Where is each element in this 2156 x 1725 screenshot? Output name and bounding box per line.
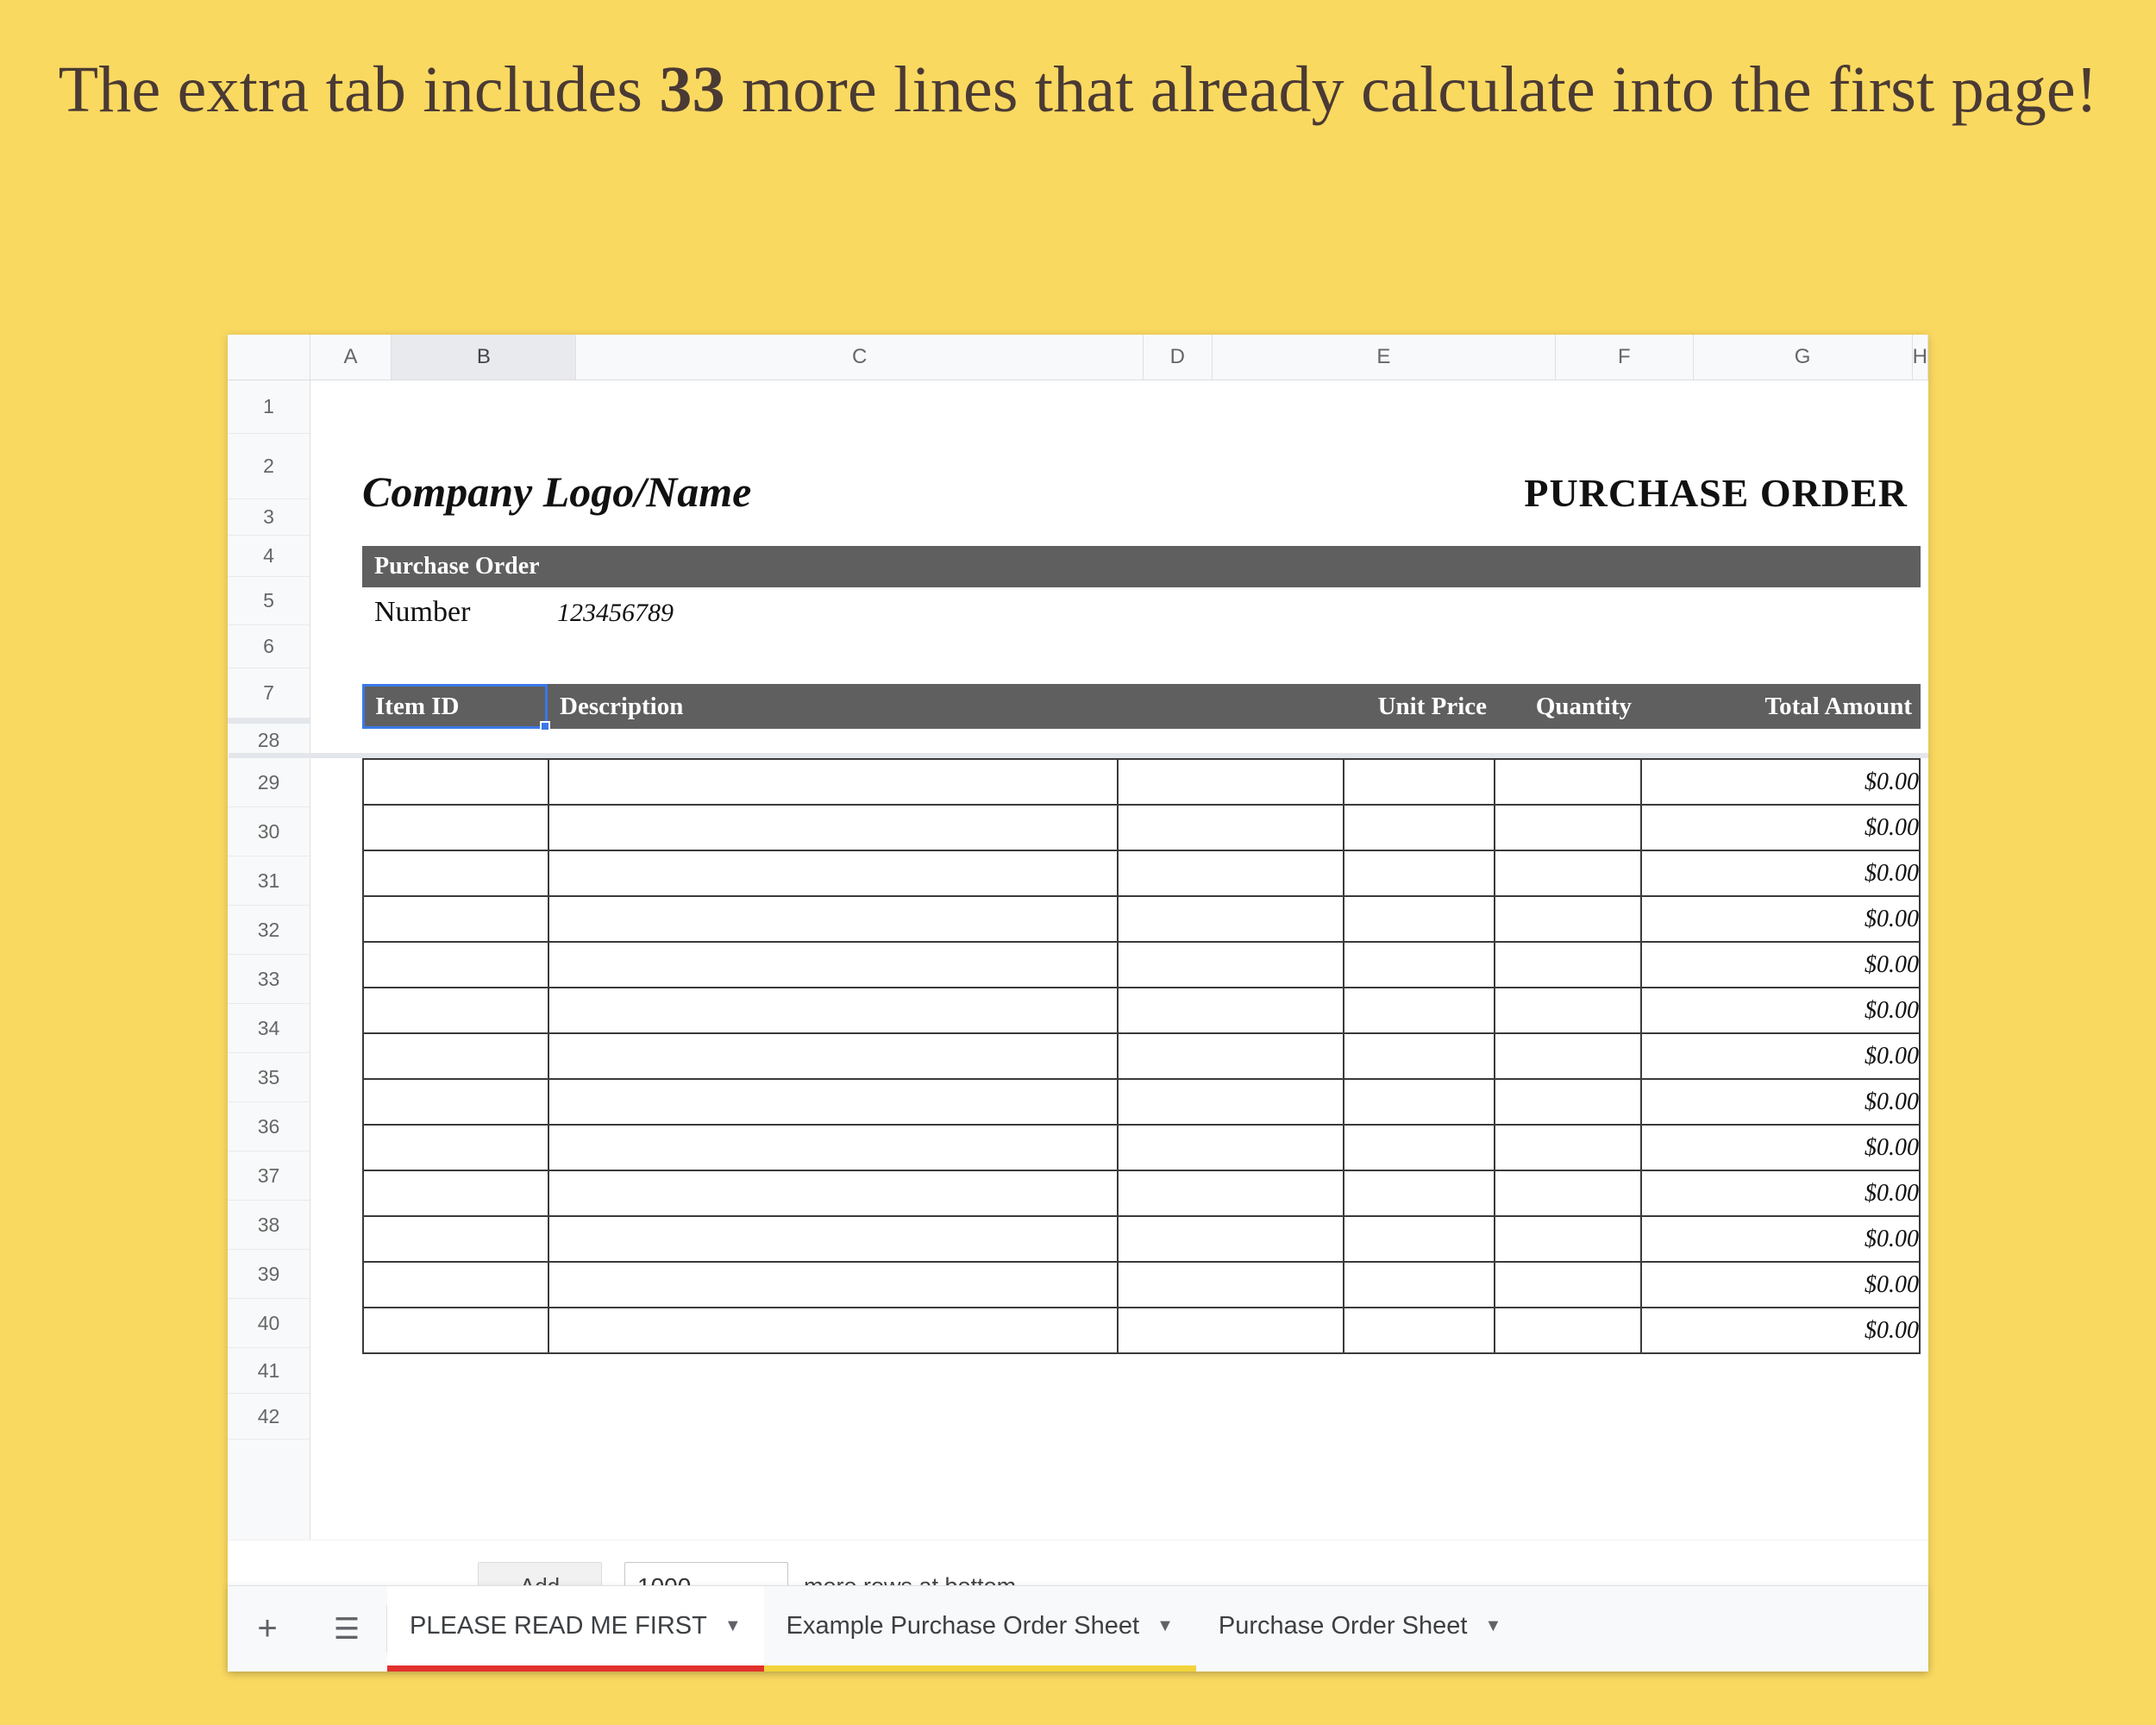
purchase-order-section-bar: Purchase Order [362,546,1921,587]
cell-blank[interactable] [1118,942,1344,988]
row-header-39[interactable]: 39 [228,1250,310,1299]
cell-blank[interactable] [1118,1216,1344,1262]
row-header-1[interactable]: 1 [228,380,310,434]
page-title [43,0,2113,130]
number-label: Number [374,596,471,628]
row-header-35[interactable]: 35 [228,1053,310,1102]
cell-quantity[interactable] [1495,1033,1641,1079]
cell-description[interactable] [548,1262,1118,1308]
cell-item-id[interactable] [363,850,548,896]
header-cell-unit-price[interactable]: Unit Price [1377,692,1487,720]
cell-quantity[interactable] [1495,805,1641,850]
select-all-corner[interactable] [228,335,310,380]
cell-unit-price[interactable] [1344,1033,1495,1079]
column-header-e[interactable]: E [1213,335,1557,380]
cell-item-id[interactable] [363,896,548,942]
cell-description[interactable] [548,1033,1118,1079]
row-header-31[interactable]: 31 [228,856,310,906]
row-header-34[interactable]: 34 [228,1004,310,1053]
cell-unit-price[interactable] [1344,1262,1495,1308]
grid-body [228,380,1928,1540]
cell-item-id[interactable] [363,1308,548,1353]
headline-bold-number: 33 [659,53,725,126]
chevron-down-icon[interactable]: ▼ [1156,1615,1174,1635]
cell-item-id[interactable] [363,1262,548,1308]
cell-total[interactable]: $0.00 [1641,988,1920,1033]
cell-blank[interactable] [1118,1033,1344,1079]
items-table-body [363,759,1920,1353]
row-header-6[interactable]: 6 [228,625,310,668]
cell-unit-price[interactable] [1344,896,1495,942]
table-row[interactable] [363,1125,1920,1170]
column-header-g[interactable]: G [1694,335,1913,380]
sheet-tab-purchase-order-sheet[interactable] [1196,1586,1524,1672]
cell-unit-price[interactable] [1344,1125,1495,1170]
cell-total[interactable]: $0.00 [1641,1170,1920,1216]
table-row[interactable] [363,942,1920,988]
cell-description[interactable] [548,1308,1118,1353]
cell-quantity[interactable] [1495,988,1641,1033]
header-cell-description[interactable]: Description [560,692,684,720]
row-header-3[interactable]: 3 [228,499,310,536]
cell-blank[interactable] [1118,850,1344,896]
cell-blank[interactable] [1118,896,1344,942]
document-title-row [362,467,1915,517]
sheet-tab-label: Example Purchase Order Sheet [786,1611,1140,1640]
cell-blank[interactable] [1118,1079,1344,1125]
table-row[interactable] [363,1216,1920,1262]
row-header-28[interactable]: 28 [228,718,310,758]
table-row[interactable] [363,1033,1920,1079]
row-header-33[interactable]: 33 [228,955,310,1004]
cell-blank[interactable] [1118,1308,1344,1353]
cell-quantity[interactable] [1495,942,1641,988]
row-header-7[interactable]: 7 [228,668,310,718]
table-row[interactable] [363,1079,1920,1125]
cell-quantity[interactable] [1495,1125,1641,1170]
cell-item-id[interactable] [363,1170,548,1216]
column-header-row [228,335,1928,380]
header-cell-quantity[interactable]: Quantity [1535,692,1632,720]
column-header-h[interactable]: H [1913,335,1928,380]
cell-total[interactable]: $0.00 [1641,805,1920,850]
row-header-37[interactable]: 37 [228,1151,310,1201]
cell-item-id[interactable] [363,1216,548,1262]
cell-quantity[interactable] [1495,1308,1641,1353]
cell-unit-price[interactable] [1344,759,1495,805]
cell-unit-price[interactable] [1344,1308,1495,1353]
grid-content[interactable] [310,380,1928,1540]
column-header-f[interactable]: F [1556,335,1693,380]
table-row[interactable] [363,1308,1920,1353]
table-row[interactable] [363,850,1920,896]
cell-blank[interactable] [1118,759,1344,805]
cell-item-id[interactable] [363,1033,548,1079]
row-header-40[interactable]: 40 [228,1299,310,1348]
header-cell-blank[interactable] [1117,684,1343,729]
column-header-b[interactable]: B [392,335,576,380]
row-header-2[interactable]: 2 [228,434,310,499]
cell-description[interactable] [548,759,1118,805]
add-sheet-icon[interactable]: + [257,1609,278,1647]
cell-quantity[interactable] [1495,1262,1641,1308]
cell-quantity[interactable] [1495,1216,1641,1262]
cell-total[interactable]: $0.00 [1641,1033,1920,1079]
sheet-tab-label: Purchase Order Sheet [1218,1611,1468,1640]
headline-part2: more lines that already calculate into the first page! [724,53,2098,126]
cell-unit-price[interactable] [1344,850,1495,896]
all-sheets-hamburger-icon[interactable]: ☰ [333,1612,360,1646]
cell-total[interactable]: $0.00 [1641,1216,1920,1262]
cell-item-id[interactable] [363,1125,548,1170]
row-header-36[interactable]: 36 [228,1102,310,1151]
chevron-down-icon[interactable]: ▼ [1484,1615,1502,1635]
cell-total[interactable]: $0.00 [1641,1125,1920,1170]
table-row[interactable] [363,1170,1920,1216]
company-logo-text: Company Logo/Name [362,467,752,516]
cell-quantity[interactable] [1495,850,1641,896]
items-table-header [362,684,1921,729]
cell-description[interactable] [548,988,1118,1033]
cell-blank[interactable] [1118,1125,1344,1170]
items-table [362,758,1921,1354]
cell-total[interactable]: $0.00 [1641,1079,1920,1125]
chevron-down-icon[interactable]: ▼ [724,1615,742,1635]
cell-unit-price[interactable] [1344,1170,1495,1216]
cell-unit-price[interactable] [1344,988,1495,1033]
cell-item-id[interactable] [363,805,548,850]
row-header-4[interactable]: 4 [228,536,310,577]
table-row[interactable] [363,805,1920,850]
header-item-id-label: Item ID [375,692,460,720]
row-header-41[interactable]: 41 [228,1348,310,1394]
row-header-5[interactable]: 5 [228,577,310,625]
number-value[interactable]: 123456789 [557,599,674,627]
row-header-29[interactable]: 29 [228,758,310,807]
sheet-tab-label: PLEASE READ ME FIRST [410,1611,707,1640]
cell-quantity[interactable] [1495,896,1641,942]
cell-description[interactable] [548,1170,1118,1216]
purchase-order-number-row [374,596,674,629]
cell-blank[interactable] [1118,1262,1344,1308]
cell-item-id[interactable] [363,942,548,988]
cell-total[interactable]: $0.00 [1641,850,1920,896]
cell-unit-price[interactable] [1344,942,1495,988]
cell-description[interactable] [548,1125,1118,1170]
cell-total[interactable]: $0.00 [1641,896,1920,942]
column-header-a[interactable]: A [310,335,392,380]
cell-unit-price[interactable] [1344,1216,1495,1262]
row-header-32[interactable]: 32 [228,906,310,955]
purchase-order-document [310,380,1928,1540]
cell-quantity[interactable] [1495,759,1641,805]
row-header-38[interactable]: 38 [228,1201,310,1250]
cell-item-id[interactable] [363,1079,548,1125]
table-row[interactable] [363,896,1920,942]
cell-description[interactable] [548,805,1118,850]
column-header-d[interactable]: D [1144,335,1213,380]
table-row[interactable] [363,1262,1920,1308]
cell-total[interactable]: $0.00 [1641,942,1920,988]
headline-part1: The extra tab includes [58,53,660,126]
cell-description[interactable] [548,1216,1118,1262]
sheet-tab-example-purchase-order-sheet[interactable] [764,1586,1196,1672]
purchase-order-heading: PURCHASE ORDER [1524,471,1908,515]
cell-item-id[interactable] [363,988,548,1033]
sheet-tab-bar [228,1585,1928,1672]
cell-total[interactable]: $0.00 [1641,1262,1920,1308]
cell-blank[interactable] [1118,805,1344,850]
cell-quantity[interactable] [1495,1170,1641,1216]
table-row[interactable] [363,988,1920,1033]
cell-blank[interactable] [1118,1170,1344,1216]
cell-item-id[interactable] [363,759,548,805]
sheet-tab-please-read-me-first[interactable] [387,1586,764,1672]
table-row[interactable] [363,759,1920,805]
cell-unit-price[interactable] [1344,805,1495,850]
cell-description[interactable] [548,896,1118,942]
cell-description[interactable] [548,850,1118,896]
cell-unit-price[interactable] [1344,1079,1495,1125]
selection-fill-handle[interactable] [540,721,550,731]
header-cell-total-amount[interactable]: Total Amount [1764,692,1912,720]
cell-quantity[interactable] [1495,1079,1641,1125]
row-header-30[interactable]: 30 [228,807,310,856]
spreadsheet-window [228,335,1928,1672]
cell-total[interactable]: $0.00 [1641,759,1920,805]
cell-total[interactable]: $0.00 [1641,1308,1920,1353]
cell-blank[interactable] [1118,988,1344,1033]
cell-description[interactable] [548,942,1118,988]
row-header-42[interactable]: 42 [228,1394,310,1440]
header-cell-item-id[interactable] [362,684,548,729]
cell-description[interactable] [548,1079,1118,1125]
column-header-c[interactable]: C [576,335,1144,380]
row-header-column [228,380,310,1540]
